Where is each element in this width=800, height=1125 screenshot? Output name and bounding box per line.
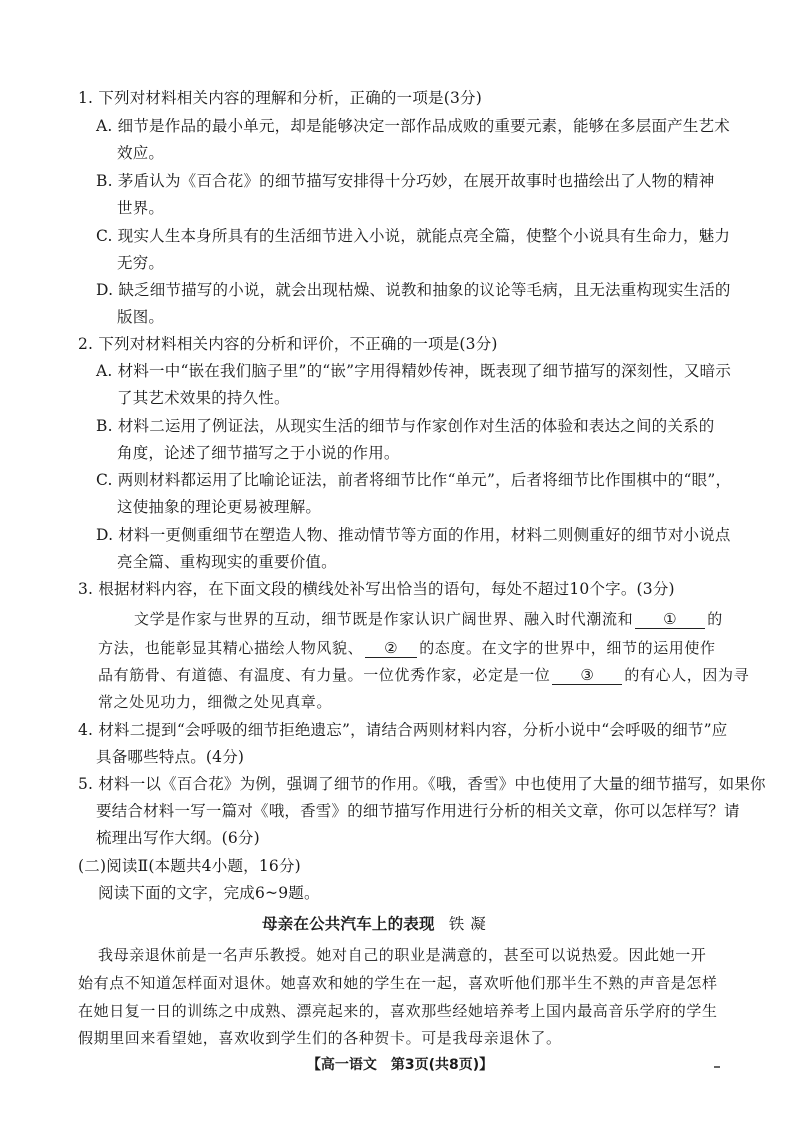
question-1-option-d-cont: 版图。 (117, 308, 165, 326)
passage-text: 文学是作家与世界的互动，细节既是作家认识广阔世界、融入时代潮流和 (134, 610, 634, 628)
question-2-option-d-cont: 亮全篇、重构现实的重要价值。 (117, 553, 337, 571)
question-1-option-c-cont: 无穷。 (117, 254, 165, 272)
passage-text: 的 (707, 610, 723, 628)
question-2-option-c: C. 两则材料都运用了比喻论证法，前者将细节比作“单元”，后者将细节比作围棋中的“眼”， (96, 471, 732, 489)
scan-mark (714, 1066, 720, 1068)
question-2-stem: 2. 下列对材料相关内容的分析和评价，不正确的一项是(3分) (78, 335, 498, 353)
section-instruction: 阅读下面的文字，完成6~9题。 (98, 884, 320, 902)
story-title: 母亲在公共汽车上的表现 (262, 915, 435, 933)
passage-text: 品有筋骨、有道德、有温度、有力量。一位优秀作家，必定是一位 (98, 666, 551, 684)
passage-line (98, 665, 749, 685)
answer-blank-1[interactable]: ① (635, 610, 705, 629)
story-paragraph-line: 在她日复一日的训练之中成熟、漂亮起来的，喜欢那些经她培养考上国内最高音乐学府的学生 (78, 1002, 718, 1020)
question-2-option-b-cont: 角度，论述了细节描写之于小说的作用。 (117, 444, 400, 462)
passage-text: 的有心人，因为寻 (624, 666, 750, 684)
question-1-option-a-cont: 效应。 (117, 144, 165, 162)
question-2-option-a: A. 材料一中“嵌在我们脑子里”的“嵌”字用得精妙传神，既表现了细节描写的深刻性，又暗示 (96, 362, 732, 380)
question-1-stem: 1. 下列对材料相关内容的理解和分析，正确的一项是(3分) (78, 89, 482, 107)
question-5-stem-cont: 梳理出写作大纲。(6分) (96, 829, 260, 847)
question-4-stem-cont: 具备哪些特点。(4分) (96, 748, 245, 766)
answer-blank-2[interactable]: ② (365, 639, 417, 658)
question-1-option-b-cont: 世界。 (117, 199, 165, 217)
question-2-option-d: D. 材料一更侧重细节在塑造人物、推动情节等方面的作用，材料二则侧重好的细节对小说点 (96, 526, 731, 544)
passage-text: 方法，也能彰显其精心描绘人物风貌、 (98, 639, 364, 657)
story-paragraph-line: 我母亲退休前是一名声乐教授。她对自己的职业是满意的，甚至可以说热爱。因此她一开 (98, 946, 707, 964)
question-1-option-b: B. 茅盾认为《百合花》的细节描写安排得十分巧妙，在展开故事时也描绘出了人物的精神 (96, 172, 715, 190)
question-1-option-a: A. 细节是作品的最小单元，却是能够决定一部作品成败的重要元素，能够在多层面产生艺术 (96, 117, 730, 135)
question-1-option-c: C. 现实人生本身所具有的生活细节进入小说，就能点亮全篇，使整个小说具有生命力，魅力 (96, 227, 731, 245)
story-paragraph-line: 始有点不知道怎样面对退休。她喜欢和她的学生在一起，喜欢听他们那半生不熟的声音是怎样 (78, 974, 718, 992)
passage-line (134, 609, 723, 629)
question-2-option-a-cont: 了其艺术效果的持久性。 (117, 389, 290, 407)
question-5-stem: 5. 材料一以《百合花》为例，强调了细节的作用。《哦，香雪》中也使用了大量的细节描写，如果你 (78, 775, 766, 793)
page-footer: 【高一语文 第3页(共8页)】 (306, 1057, 494, 1073)
story-title-line (262, 914, 492, 934)
question-4-stem: 4. 材料二提到“会呼吸的细节拒绝遗忘”，请结合两则材料内容，分析小说中“会呼吸的细节”应 (78, 721, 728, 739)
question-1-option-d: D. 缺乏细节描写的小说，就会出现枯燥、说教和抽象的议论等毛病，且无法重构现实生活的 (96, 281, 731, 299)
passage-line (98, 638, 716, 658)
section-heading: (二)阅读Ⅱ(本题共4小题，16分) (78, 857, 301, 875)
answer-blank-3[interactable]: ③ (552, 666, 622, 685)
passage-line: 常之处见功力，细微之处见真章。 (98, 693, 333, 711)
question-2-option-c-cont: 这使抽象的理论更易被理解。 (117, 498, 322, 516)
passage-text: 的态度。在文字的世界中，细节的运用使作 (419, 639, 716, 657)
question-3-stem: 3. 根据材料内容，在下面文段的横线处补写出恰当的语句，每处不超过10个字。(3分) (78, 580, 675, 598)
question-2-option-b: B. 材料二运用了例证法，从现实生活的细节与作家创作对生活的体验和表达之间的关系的 (96, 417, 715, 435)
story-author: 铁凝 (448, 915, 492, 933)
question-5-stem-cont: 要结合材料一写一篇对《哦，香雪》的细节描写作用进行分析的相关文章，你可以怎样写？请 (96, 802, 740, 820)
story-paragraph-line: 假期里回来看望她，喜欢收到学生们的各种贺卡。可是我母亲退休了。 (78, 1029, 562, 1047)
